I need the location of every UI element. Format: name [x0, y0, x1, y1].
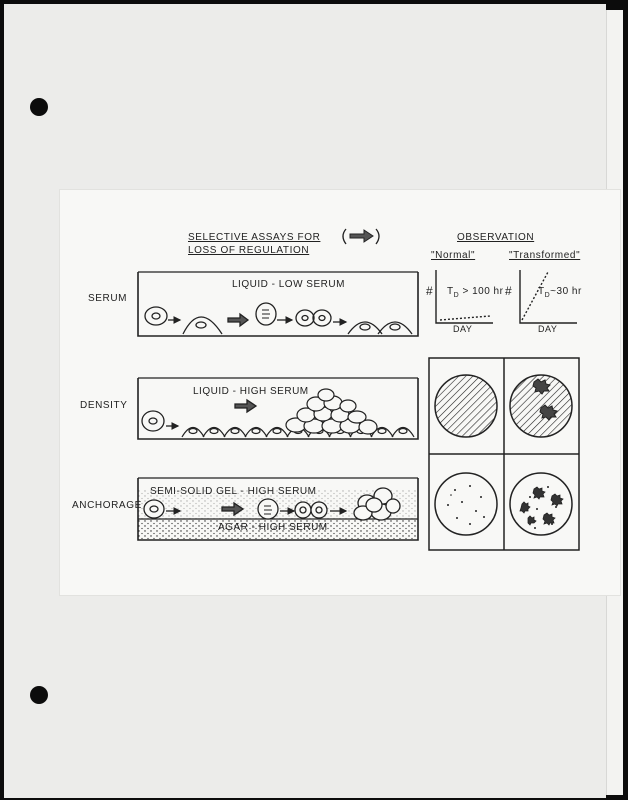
cell-nucleus — [273, 429, 281, 434]
right-arrow-icon — [343, 229, 379, 244]
piled-cell — [348, 411, 366, 423]
piled-cell — [340, 400, 356, 412]
transformed-td-label: $T_D\sim 30$ hr — [538, 286, 582, 299]
density-transformed-plate — [510, 375, 572, 437]
observation-heading: OBSERVATION — [457, 232, 535, 243]
density-cells — [142, 400, 256, 431]
cell-nucleus — [189, 429, 197, 434]
cell-nucleus — [231, 429, 239, 434]
cell-nucleus — [378, 429, 386, 434]
normal-growth-graph — [436, 270, 493, 323]
normal-td-label: $T_D > 100$ hr — [447, 286, 504, 299]
piled-cell — [318, 389, 334, 401]
transformed-heading: "Transformed" — [509, 250, 581, 261]
normal-heading: "Normal" — [431, 250, 476, 261]
transformed-growth-graph — [520, 270, 577, 323]
serum-cells — [145, 303, 412, 334]
heading-line2: LOSS OF REGULATION — [188, 245, 310, 256]
medium-label-density: LIQUID - HIGH SERUM — [193, 386, 309, 397]
normal-graph-ylabel: # — [426, 284, 434, 298]
transformed-graph-ylabel: # — [505, 284, 513, 298]
anchorage-normal-plate — [435, 473, 497, 535]
row-label-serum: SERUM — [88, 293, 128, 304]
cell-nucleus — [210, 429, 218, 434]
heading-line1: SELECTIVE ASSAYS FOR — [188, 232, 321, 243]
anchorage-transformed-plate — [510, 473, 572, 535]
row-label-anchorage: ANCHORAGE — [72, 500, 142, 511]
normal-graph-xlabel: DAY — [453, 324, 473, 334]
cell-nucleus — [399, 429, 407, 434]
cell-nucleus — [252, 429, 260, 434]
medium-label-anchorage: SEMI-SOLID GEL - HIGH SERUM — [150, 486, 317, 497]
medium-label-serum: LIQUID - LOW SERUM — [232, 279, 345, 290]
density-cell-pile — [286, 389, 377, 434]
transformed-graph-xlabel: DAY — [538, 324, 558, 334]
density-normal-plate — [435, 375, 497, 437]
row-label-density: DENSITY — [80, 400, 128, 411]
